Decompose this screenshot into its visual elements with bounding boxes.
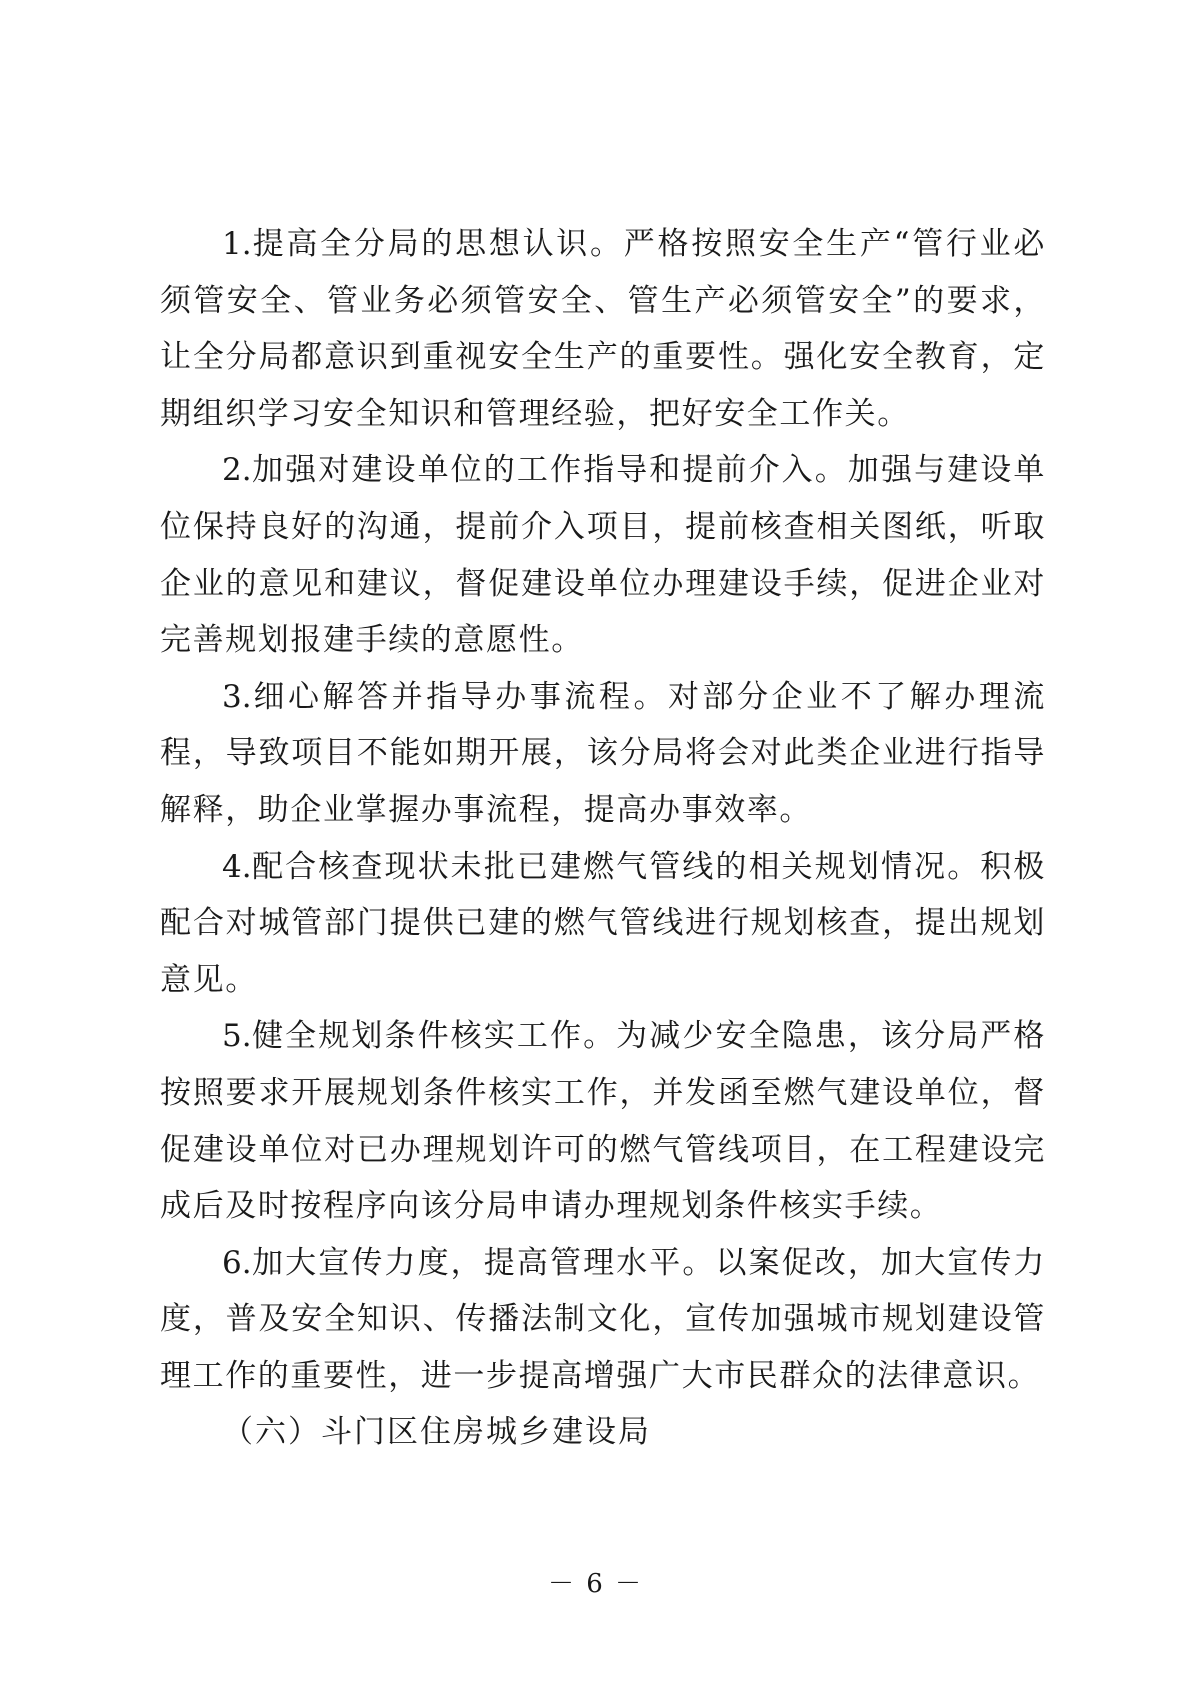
section-heading: （六）斗门区住房城乡建设局 [222, 1414, 651, 1451]
paragraph-3 [160, 669, 1046, 839]
paragraph-1-text: 提高全分局的思想认识。严格按照安全生产“管行业必须管安全、管业务必须管安全、管生产必须管安全”的要求，让全分局都意识到重视安全生产的重要性。强化安全教育，定期组织学习安全知识和管理经验，把好安全工作关。 [160, 226, 1046, 432]
paragraph-5 [160, 1008, 1046, 1234]
paragraph-2 [160, 442, 1046, 668]
paragraph-4 [160, 839, 1046, 1009]
paragraph-6 [160, 1235, 1046, 1405]
paragraph-3-number: 3. [222, 678, 252, 715]
paragraph-4-number: 4. [222, 848, 252, 885]
paragraph-2-number: 2. [222, 452, 252, 489]
paragraph-2-text: 加强对建设单位的工作指导和提前介入。加强与建设单位保持良好的沟通，提前介入项目，提前核查相关图纸，听取企业的意见和建议，督促建设单位办理建设手续，促进企业对完善规划报建手续的意愿性。 [160, 452, 1046, 659]
paragraph-5-text: 健全规划条件核实工作。为减少安全隐患，该分局严格按照要求开展规划条件核实工作，并发函至燃气建设单位，督促建设单位对已办理规划许可的燃气管线项目，在工程建设完成后及时按程序向该分局申请办理规划条件核实手续。 [160, 1018, 1046, 1225]
paragraph-5-number: 5. [222, 1018, 252, 1055]
paragraph-6-text: 加大宣传力度，提高管理水平。以案促改，加大宣传力度，普及安全知识、传播法制文化，宣传加强城市规划建设管理工作的重要性，进一步提高增强广大市民群众的法律意识。 [160, 1244, 1046, 1394]
document-body [160, 216, 1046, 1461]
paragraph-1-number: 1. [222, 226, 252, 262]
paragraph-4-text: 配合核查现状未批已建燃气管线的相关规划情况。积极配合对城管部门提供已建的燃气管线进行规划核查，提出规划意见。 [160, 848, 1046, 998]
paragraph-1 [160, 216, 1046, 442]
paragraph-3-text: 细心解答并指导办事流程。对部分企业不了解办理流程，导致项目不能如期开展，该分局将会对此类企业进行指导解释，助企业掌握办事流程，提高办事效率。 [160, 678, 1046, 828]
paragraph-6-number: 6. [222, 1244, 252, 1281]
page-number: － 6 － [547, 1569, 644, 1599]
